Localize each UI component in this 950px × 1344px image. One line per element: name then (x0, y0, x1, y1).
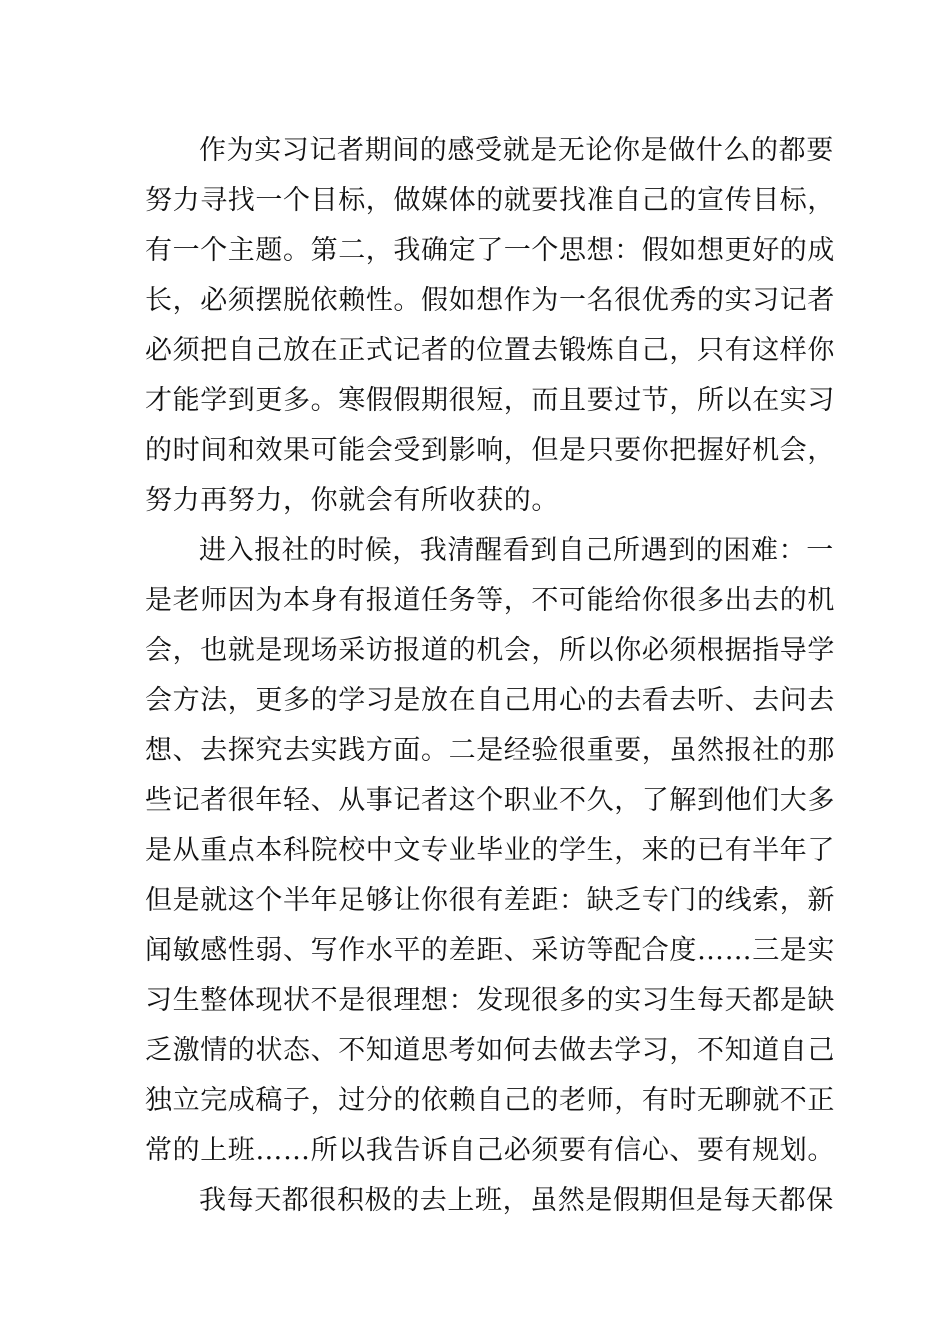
paragraph-2-line-7: 是从重点本科院校中文专业毕业的学生，来的已有半年了 (145, 835, 835, 866)
paragraph-2-line-8: 但是就这个半年足够让你很有差距：缺乏专门的线索，新 (145, 885, 835, 916)
paragraph-2-line-2: 是老师因为本身有报道任务等，不可能给你很多出去的机 (145, 585, 835, 616)
paragraph-2-line-11: 乏激情的状态、不知道思考如何去做去学习，不知道自己 (145, 1035, 835, 1066)
paragraph-1-line-7: 的时间和效果可能会受到影响，但是只要你把握好机会， (145, 435, 835, 466)
paragraph-1-line-3: 有一个主题。第二，我确定了一个思想：假如想更好的成 (145, 235, 835, 266)
paragraph-3-line-1: 我每天都很积极的去上班，虽然是假期但是每天都保 (199, 1185, 834, 1216)
paragraph-1-line-1: 作为实习记者期间的感受就是无论你是做什么的都要 (199, 135, 834, 166)
paragraph-2-line-1: 进入报社的时候，我清醒看到自己所遇到的困难：一 (199, 535, 834, 566)
paragraph-2-line-12: 独立完成稿子，过分的依赖自己的老师，有时无聊就不正 (145, 1085, 835, 1116)
paragraph-2-line-10: 习生整体现状不是很理想：发现很多的实习生每天都是缺 (145, 985, 835, 1016)
paragraph-2-line-6: 些记者很年轻、从事记者这个职业不久，了解到他们大多 (145, 785, 835, 816)
paragraph-2-line-4: 会方法，更多的学习是放在自己用心的去看去听、去问去 (145, 685, 835, 716)
paragraph-1-line-5: 必须把自己放在正式记者的位置去锻炼自己，只有这样你 (145, 335, 835, 366)
paragraph-1-line-2: 努力寻找一个目标，做媒体的就要找准自己的宣传目标， (145, 185, 835, 216)
paragraph-1-line-6: 才能学到更多。寒假假期很短，而且要过节，所以在实习 (145, 385, 835, 416)
paragraph-1-line-4: 长，必须摆脱依赖性。假如想作为一名很优秀的实习记者 (145, 285, 835, 316)
paragraph-2-line-9: 闻敏感性弱、写作水平的差距、采访等配合度……三是实 (145, 935, 835, 966)
paragraph-2-line-13: 常的上班……所以我告诉自己必须要有信心、要有规划。 (145, 1135, 835, 1166)
paragraph-1-line-8: 努力再努力，你就会有所收获的。 (145, 485, 559, 516)
paragraph-2-line-5: 想、去探究去实践方面。二是经验很重要，虽然报社的那 (145, 735, 835, 766)
paragraph-2-line-3: 会，也就是现场采访报道的机会，所以你必须根据指导学 (145, 635, 835, 666)
